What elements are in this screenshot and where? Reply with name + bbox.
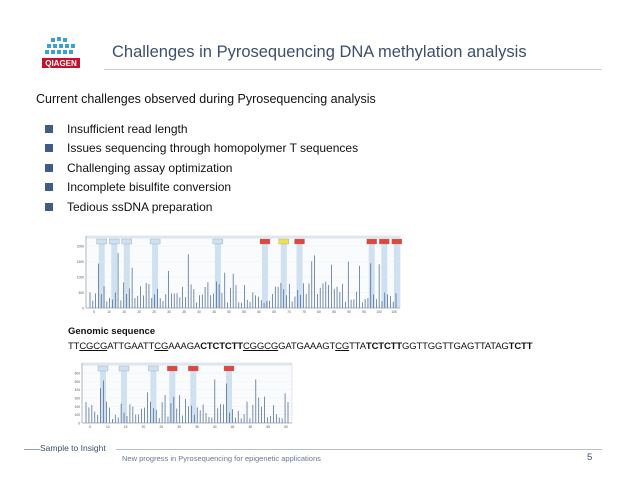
bullet-square-icon: [45, 183, 53, 191]
x-tick-label: 85: [332, 310, 336, 314]
y-tick-label: 500: [74, 379, 80, 384]
x-tick-label: 105: [391, 310, 397, 314]
y-tick-label: 300: [74, 396, 80, 401]
x-tick-label: 30: [167, 310, 171, 314]
x-tick-label: 25: [159, 425, 164, 429]
x-tick-label: 15: [123, 425, 128, 429]
y-tick-label: 0: [82, 306, 84, 311]
x-tick-label: 60: [257, 310, 261, 314]
highlight-band: [169, 371, 175, 423]
list-item-text: Challenging assay optimization: [67, 160, 233, 175]
x-tick-label: 45: [230, 425, 235, 429]
x-tick-label: 45: [212, 310, 216, 314]
bullet-square-icon: [45, 144, 53, 152]
sequence-segment: TTA: [349, 341, 366, 352]
bullet-square-icon: [45, 164, 53, 172]
sequence-segment: ATTGAATT: [107, 341, 155, 352]
highlight-band: [262, 244, 268, 308]
position-marker: [379, 239, 389, 244]
x-tick-label: 20: [141, 425, 146, 429]
section-subtitle: Current challenges observed during Pyrosequencing analysis: [36, 92, 376, 106]
list-item-text: Insufficient read length: [67, 121, 188, 136]
x-tick-label: 35: [195, 425, 199, 429]
highlight-band: [215, 244, 221, 308]
position-marker: [367, 239, 377, 244]
x-tick-label: 5: [93, 310, 95, 314]
page-number: 5: [587, 452, 593, 463]
y-tick-label: 600: [74, 371, 80, 376]
position-marker: [295, 239, 305, 244]
x-tick-label: 55: [242, 310, 246, 314]
highlight-band: [381, 244, 387, 308]
bullet-square-icon: [45, 203, 53, 211]
logo-text: QIAGEN: [45, 59, 77, 68]
x-tick-label: 90: [347, 310, 351, 314]
x-tick-label: 10: [106, 425, 110, 429]
pyrogram-chart-2: [66, 357, 296, 435]
position-marker: [122, 239, 132, 244]
challenge-list: [45, 119, 358, 217]
x-tick-label: 30: [177, 425, 181, 429]
plot-area: [82, 363, 292, 423]
position-marker: [109, 239, 119, 244]
x-tick-label: 65: [272, 310, 276, 314]
x-tick-label: 10: [107, 310, 111, 314]
list-item: [45, 158, 358, 178]
x-tick-label: 50: [248, 425, 253, 429]
position-marker: [150, 239, 160, 244]
position-marker: [119, 366, 129, 371]
title-divider: [104, 69, 602, 70]
highlight-band: [111, 244, 117, 308]
x-tick-label: 15: [122, 310, 126, 314]
sequence-segment: CGG: [242, 341, 265, 352]
x-tick-label: 100: [376, 310, 382, 314]
x-tick-label: 70: [287, 310, 291, 314]
list-item-text: Tedious ssDNA preparation: [67, 199, 213, 214]
sequence-segment: CGCG: [79, 341, 108, 352]
bullet-square-icon: [45, 125, 53, 133]
y-tick-label: 1500: [76, 260, 84, 264]
footer-presentation-title: New progress in Pyrosequencing for epigenetic applications: [122, 454, 321, 463]
highlight-band: [394, 244, 400, 308]
sequence-segment: CG: [264, 341, 279, 352]
x-tick-label: 40: [212, 425, 217, 429]
sequence-segment: GGTTGGTTGAGTTATAG: [401, 341, 509, 352]
list-item-text: Issues sequencing through homopolymer T sequences: [67, 141, 359, 156]
position-marker: [213, 239, 223, 244]
genomic-sequence-label: Genomic sequence: [68, 326, 156, 337]
sequence-segment: AAAGA: [168, 341, 201, 352]
page-title: Challenges in Pyrosequencing DNA methylation analysis: [112, 43, 527, 61]
x-tick-label: 55: [266, 425, 270, 429]
position-marker: [98, 366, 108, 371]
position-marker: [97, 239, 107, 244]
position-marker: [188, 366, 198, 371]
position-marker: [167, 366, 177, 371]
pyrogram-chart-1: [66, 228, 404, 320]
x-tick-label: 50: [227, 310, 231, 314]
highlight-band: [226, 371, 232, 423]
qiagen-logo: [38, 36, 98, 76]
x-tick-label: 35: [182, 310, 186, 314]
footer-accent-line: [24, 449, 40, 450]
sequence-segment: CTCTCTT: [200, 341, 243, 352]
x-tick-label: 5: [89, 425, 91, 429]
y-tick-label: 400: [74, 388, 80, 393]
y-tick-label: 2000: [76, 244, 84, 249]
sequence-segment: CG: [154, 341, 169, 352]
list-item: [45, 197, 358, 217]
y-tick-label: 1000: [76, 275, 84, 280]
y-tick-label: 200: [74, 404, 80, 409]
x-tick-label: 20: [137, 310, 141, 314]
list-item: [45, 119, 358, 139]
x-tick-label: 80: [317, 310, 321, 314]
y-tick-label: 0: [78, 421, 80, 426]
position-marker: [392, 239, 402, 244]
sequence-strip: [82, 363, 292, 366]
y-tick-label: 500: [78, 291, 84, 295]
position-marker: [260, 239, 270, 244]
sequence-segment: GATGAAAGT: [278, 341, 336, 352]
x-tick-label: 40: [197, 310, 201, 314]
sequence-segment: TCTT: [508, 341, 533, 352]
footer-divider: [116, 449, 602, 450]
x-tick-label: 60: [284, 425, 288, 429]
position-marker: [224, 366, 234, 371]
genomic-sequence: [68, 341, 532, 352]
sequence-segment: TT: [68, 341, 80, 352]
y-tick-label: 100: [74, 413, 80, 418]
footer-tagline: Sample to Insight: [40, 443, 106, 453]
sequence-strip: [86, 236, 400, 239]
plot-area: [86, 236, 400, 308]
x-tick-label: 75: [302, 310, 306, 314]
list-item: [45, 178, 358, 198]
sequence-segment: TCTCTT: [365, 341, 402, 352]
list-item-text: Incomplete bisulfite conversion: [67, 180, 232, 195]
sequence-segment: CG: [335, 341, 350, 352]
list-item: [45, 139, 358, 159]
x-tick-label: 95: [362, 310, 366, 314]
position-marker: [279, 239, 289, 244]
x-tick-label: 25: [152, 310, 156, 314]
position-marker: [148, 366, 158, 371]
